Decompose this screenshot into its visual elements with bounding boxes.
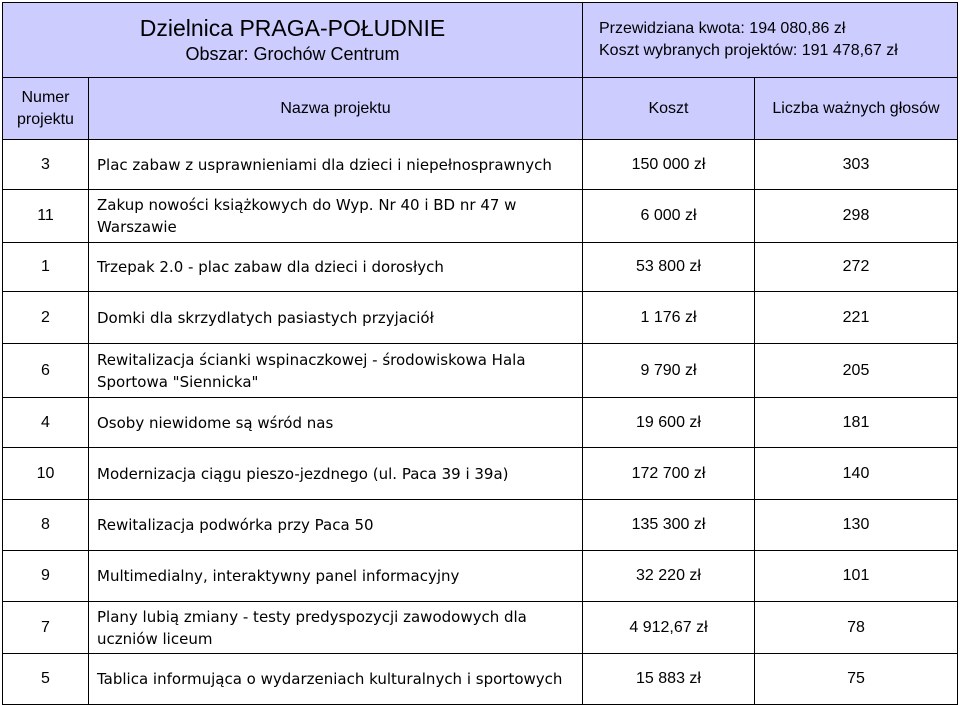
project-cost: 6 000 zł <box>583 190 755 243</box>
project-name: Plany lubią zmiany - testy predyspozycji zawodowych dla uczniów liceum <box>89 602 583 654</box>
project-number: 9 <box>3 551 89 602</box>
project-name: Trzepak 2.0 - plac zabaw dla dzieci i dorosłych <box>89 243 583 292</box>
table-row <box>3 448 958 500</box>
project-name: Tablica informująca o wydarzeniach kulturalnych i sportowych <box>89 654 583 705</box>
column-header-row <box>3 78 958 140</box>
title-row <box>3 3 958 78</box>
project-number: 11 <box>3 190 89 243</box>
project-cost: 53 800 zł <box>583 243 755 292</box>
project-number: 1 <box>3 243 89 292</box>
project-cost: 32 220 zł <box>583 551 755 602</box>
table-row <box>3 551 958 602</box>
project-cost: 9 790 zł <box>583 344 755 398</box>
project-votes: 130 <box>755 500 958 551</box>
project-name: Domki dla skrzydlatych pasiastych przyjaciół <box>89 292 583 344</box>
project-cost: 135 300 zł <box>583 500 755 551</box>
table-row <box>3 602 958 654</box>
project-votes: 75 <box>755 654 958 705</box>
expected-amount: Przewidziana kwota: 194 080,86 zł <box>599 20 846 37</box>
project-cost: 15 883 zł <box>583 654 755 705</box>
project-votes: 272 <box>755 243 958 292</box>
project-number: 6 <box>3 344 89 398</box>
table-row <box>3 344 958 398</box>
budget-info-cell <box>583 3 958 78</box>
project-votes: 101 <box>755 551 958 602</box>
table-row <box>3 140 958 190</box>
column-header-name: Nazwa projektu <box>89 78 583 140</box>
project-votes: 205 <box>755 344 958 398</box>
project-cost: 19 600 zł <box>583 398 755 448</box>
table-row <box>3 654 958 705</box>
table-row <box>3 292 958 344</box>
project-name: Modernizacja ciągu pieszo-jezdnego (ul. Paca 39 i 39a) <box>89 448 583 500</box>
project-cost: 150 000 zł <box>583 140 755 190</box>
project-number: 7 <box>3 602 89 654</box>
project-name: Plac zabaw z usprawnieniami dla dzieci i niepełnosprawnych <box>89 140 583 190</box>
project-votes: 181 <box>755 398 958 448</box>
project-name: Zakup nowości książkowych do Wyp. Nr 40 i BD nr 47 w Warszawie <box>89 190 583 243</box>
area-subtitle: Obszar: Grochów Centrum <box>185 44 400 64</box>
table-row <box>3 243 958 292</box>
selected-cost: Koszt wybranych projektów: 191 478,67 zł <box>599 42 898 59</box>
column-header-number: Numer projektu <box>3 78 89 140</box>
table-row <box>3 500 958 551</box>
project-cost: 1 176 zł <box>583 292 755 344</box>
project-number: 8 <box>3 500 89 551</box>
title-cell <box>3 3 583 78</box>
project-votes: 78 <box>755 602 958 654</box>
table-row <box>3 398 958 448</box>
table-row <box>3 190 958 243</box>
project-votes: 221 <box>755 292 958 344</box>
project-name: Rewitalizacja podwórka przy Paca 50 <box>89 500 583 551</box>
project-number: 2 <box>3 292 89 344</box>
column-header-votes: Liczba ważnych głosów <box>755 78 958 140</box>
project-rows <box>3 140 958 705</box>
project-name: Multimedialny, interaktywny panel informacyjny <box>89 551 583 602</box>
project-number: 5 <box>3 654 89 705</box>
project-votes: 303 <box>755 140 958 190</box>
project-number: 4 <box>3 398 89 448</box>
column-header-cost: Koszt <box>583 78 755 140</box>
project-name: Osoby niewidome są wśród nas <box>89 398 583 448</box>
budget-results-table <box>2 2 958 705</box>
project-number: 10 <box>3 448 89 500</box>
project-cost: 4 912,67 zł <box>583 602 755 654</box>
project-number: 3 <box>3 140 89 190</box>
district-title: Dzielnica PRAGA-POŁUDNIE <box>139 15 446 41</box>
project-cost: 172 700 zł <box>583 448 755 500</box>
project-name: Rewitalizacja ścianki wspinaczkowej - środowiskowa Hala Sportowa "Siennicka" <box>89 344 583 398</box>
project-votes: 298 <box>755 190 958 243</box>
project-votes: 140 <box>755 448 958 500</box>
